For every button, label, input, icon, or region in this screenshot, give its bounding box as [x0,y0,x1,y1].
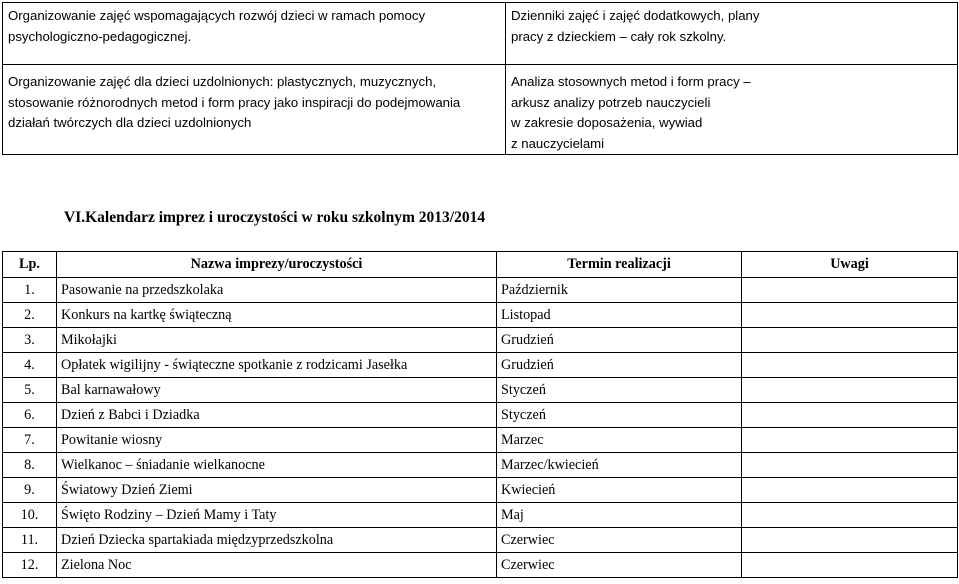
event-notes [742,528,958,553]
table-row [3,553,958,578]
row-number: 4. [3,353,57,378]
table-row [3,503,958,528]
event-notes [742,278,958,303]
event-notes [742,428,958,453]
event-notes [742,503,958,528]
event-term: Październik [497,278,742,303]
event-notes [742,453,958,478]
row-number: 12. [3,553,57,578]
event-name: Bal karnawałowy [57,378,497,403]
event-name: Powitanie wiosny [57,428,497,453]
activity-description: Organizowanie zajęć dla dzieci uzdolnionych: plastycznych, muzycznych, stosowanie różnorodnych metod i form pracy jako inspiracji do podejmowania działań twórczych dla dzieci uzdolnionych [8,74,461,130]
event-notes [742,553,958,578]
event-notes [742,353,958,378]
section-heading: VI.Kalendarz imprez i uroczystości w roku szkolnym 2013/2014 [64,209,486,226]
table-header-row [3,252,958,278]
event-term: Marzec/kwiecień [497,453,742,478]
events-calendar-table [2,251,958,578]
row-number: 6. [3,403,57,428]
event-term: Czerwiec [497,528,742,553]
event-term: Grudzień [497,353,742,378]
event-term: Kwiecień [497,478,742,503]
table-cell [506,3,958,65]
table-cell [3,3,506,65]
row-number: 10. [3,503,57,528]
activity-documentation: Dzienniki zajęć i zajęć dodatkowych, plany pracy z dzieckiem – cały rok szkolny. [511,8,760,44]
event-notes [742,403,958,428]
event-name: Święto Rodziny – Dzień Mamy i Taty [57,503,497,528]
table-row [3,403,958,428]
table-row [3,3,958,65]
event-term: Listopad [497,303,742,328]
table-row [3,428,958,453]
event-notes [742,478,958,503]
event-name: Opłatek wigilijny - świąteczne spotkanie z rodzicami Jasełka [57,353,497,378]
event-notes [742,378,958,403]
table-cell [506,65,958,155]
event-notes [742,303,958,328]
event-name: Wielkanoc – śniadanie wielkanocne [57,453,497,478]
row-number: 5. [3,378,57,403]
column-header-term: Termin realizacji [497,252,742,278]
event-term: Marzec [497,428,742,453]
event-name: Dzień Dziecka spartakiada międzyprzedszkolna [57,528,497,553]
column-header-lp: Lp. [3,252,57,278]
row-number: 8. [3,453,57,478]
event-name: Światowy Dzień Ziemi [57,478,497,503]
event-term: Maj [497,503,742,528]
table-row [3,65,958,155]
event-term: Styczeń [497,403,742,428]
table-cell [3,65,506,155]
row-number: 2. [3,303,57,328]
table-row [3,278,958,303]
table-row [3,478,958,503]
column-header-notes: Uwagi [742,252,958,278]
event-notes [742,328,958,353]
event-name: Dzień z Babci i Dziadka [57,403,497,428]
row-number: 3. [3,328,57,353]
event-term: Grudzień [497,328,742,353]
row-number: 11. [3,528,57,553]
activity-documentation: Analiza stosownych metod i form pracy – arkusz analizy potrzeb nauczycieli w zakresie doposażenia, wywiad z nauczycielami [511,74,751,151]
table-row [3,528,958,553]
table-body [3,278,958,578]
table-row [3,353,958,378]
table-row [3,453,958,478]
event-name: Konkurs na kartkę świąteczną [57,303,497,328]
event-term: Czerwiec [497,553,742,578]
row-number: 1. [3,278,57,303]
row-number: 7. [3,428,57,453]
event-name: Pasowanie na przedszkolaka [57,278,497,303]
column-header-name: Nazwa imprezy/uroczystości [57,252,497,278]
activity-description: Organizowanie zajęć wspomagających rozwój dzieci w ramach pomocy psychologiczno-pedagogicznej. [8,8,426,44]
table-row [3,328,958,353]
table-row [3,378,958,403]
row-number: 9. [3,478,57,503]
event-term: Styczeń [497,378,742,403]
table-row [3,303,958,328]
activities-table [2,2,958,155]
event-name: Zielona Noc [57,553,497,578]
event-name: Mikołajki [57,328,497,353]
